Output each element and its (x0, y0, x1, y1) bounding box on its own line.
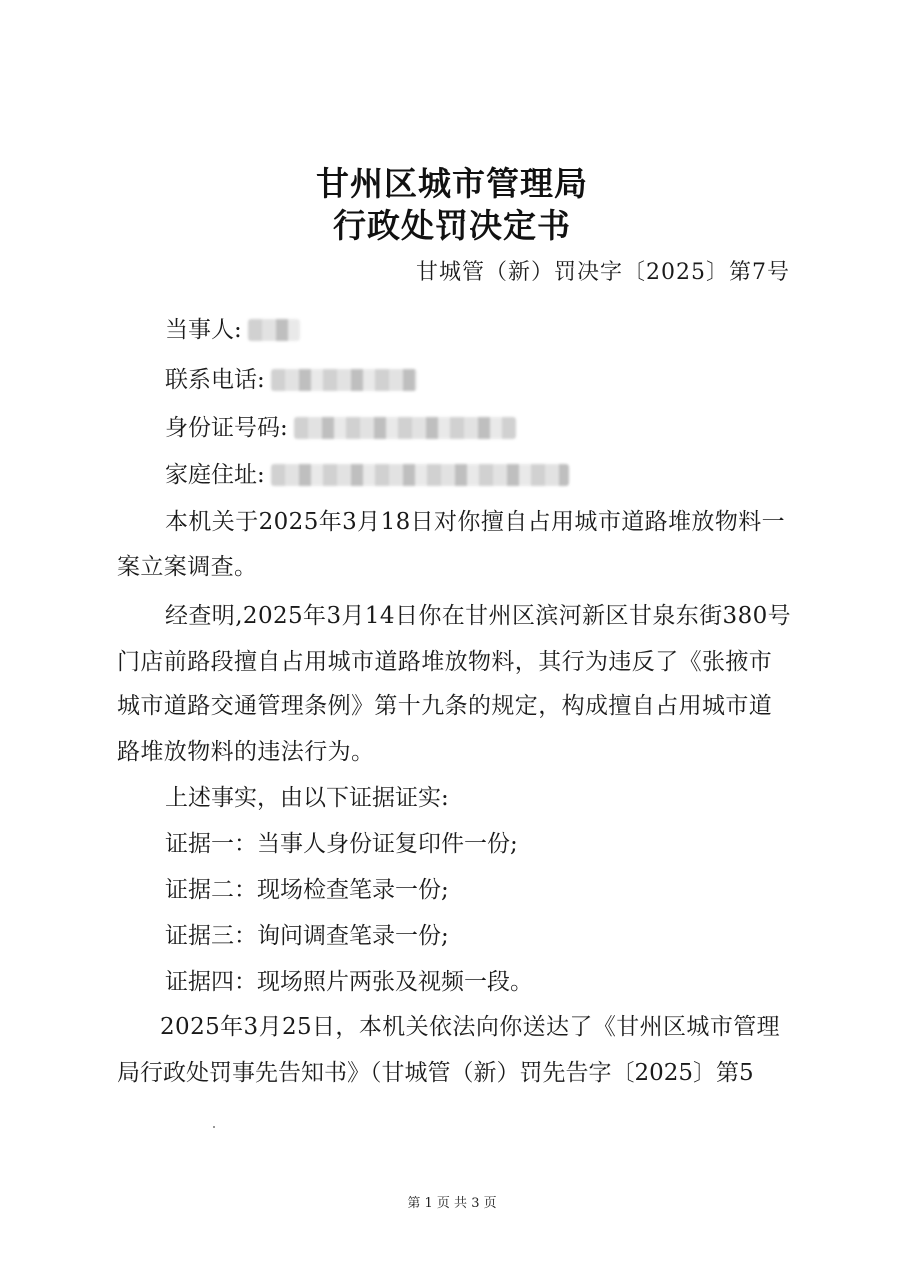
phone-label: 联系电话: (165, 367, 265, 393)
paragraph-1-line-1: 本机关于2025年3月18日对你擅自占用城市道路堆放物料一 (165, 509, 786, 535)
paragraph-2-line-1: 经查明,2025年3月14日你在甘州区滨河新区甘泉东街380号 (165, 603, 792, 629)
paragraph-4-line-1: 2025年3月25日，本机关依法向你送达了《甘州区城市管理 (160, 1014, 781, 1040)
issuing-authority-title: 甘州区城市管理局 (316, 164, 588, 203)
paragraph-4-line-2: 局行政处罚事先告知书》（甘城管（新）罚先告字〔2025〕第5 (117, 1060, 754, 1086)
scan-speck (213, 1126, 215, 1128)
evidence-intro: 上述事实，由以下证据证实: (165, 785, 449, 811)
paragraph-1-line-2: 案立案调查。 (117, 554, 258, 580)
party-name-label: 当事人: (165, 317, 242, 343)
address-row (165, 458, 569, 491)
evidence-item: 证据三：询问调查笔录一份; (165, 923, 449, 949)
phone-row (165, 363, 417, 396)
paragraph-2-line-2: 门店前路段擅自占用城市道路堆放物料，其行为违反了《张掖市 (117, 649, 773, 675)
page-indicator: 第 1 页 共 3 页 (407, 1196, 497, 1211)
evidence-item: 证据二：现场检查笔录一份; (165, 877, 449, 903)
id-number-label: 身份证号码: (165, 415, 288, 441)
paragraph-2-line-4: 路堆放物料的违法行为。 (117, 739, 375, 765)
id-number-row (165, 411, 516, 444)
evidence-item: 证据四：现场照片两张及视频一段。 (165, 969, 533, 995)
document-number: 甘城管（新）罚决字〔2025〕第7号 (416, 260, 790, 285)
redacted-address (271, 464, 569, 486)
paragraph-2-line-3: 城市道路交通管理条例》第十九条的规定，构成擅自占用城市道 (117, 693, 773, 719)
redacted-name (248, 319, 300, 341)
document-type-title: 行政处罚决定书 (333, 206, 571, 245)
address-label: 家庭住址: (165, 462, 265, 488)
redacted-phone (271, 369, 417, 391)
evidence-item: 证据一：当事人身份证复印件一份; (165, 831, 518, 857)
party-name-row (165, 313, 300, 346)
redacted-id-number (294, 417, 516, 439)
